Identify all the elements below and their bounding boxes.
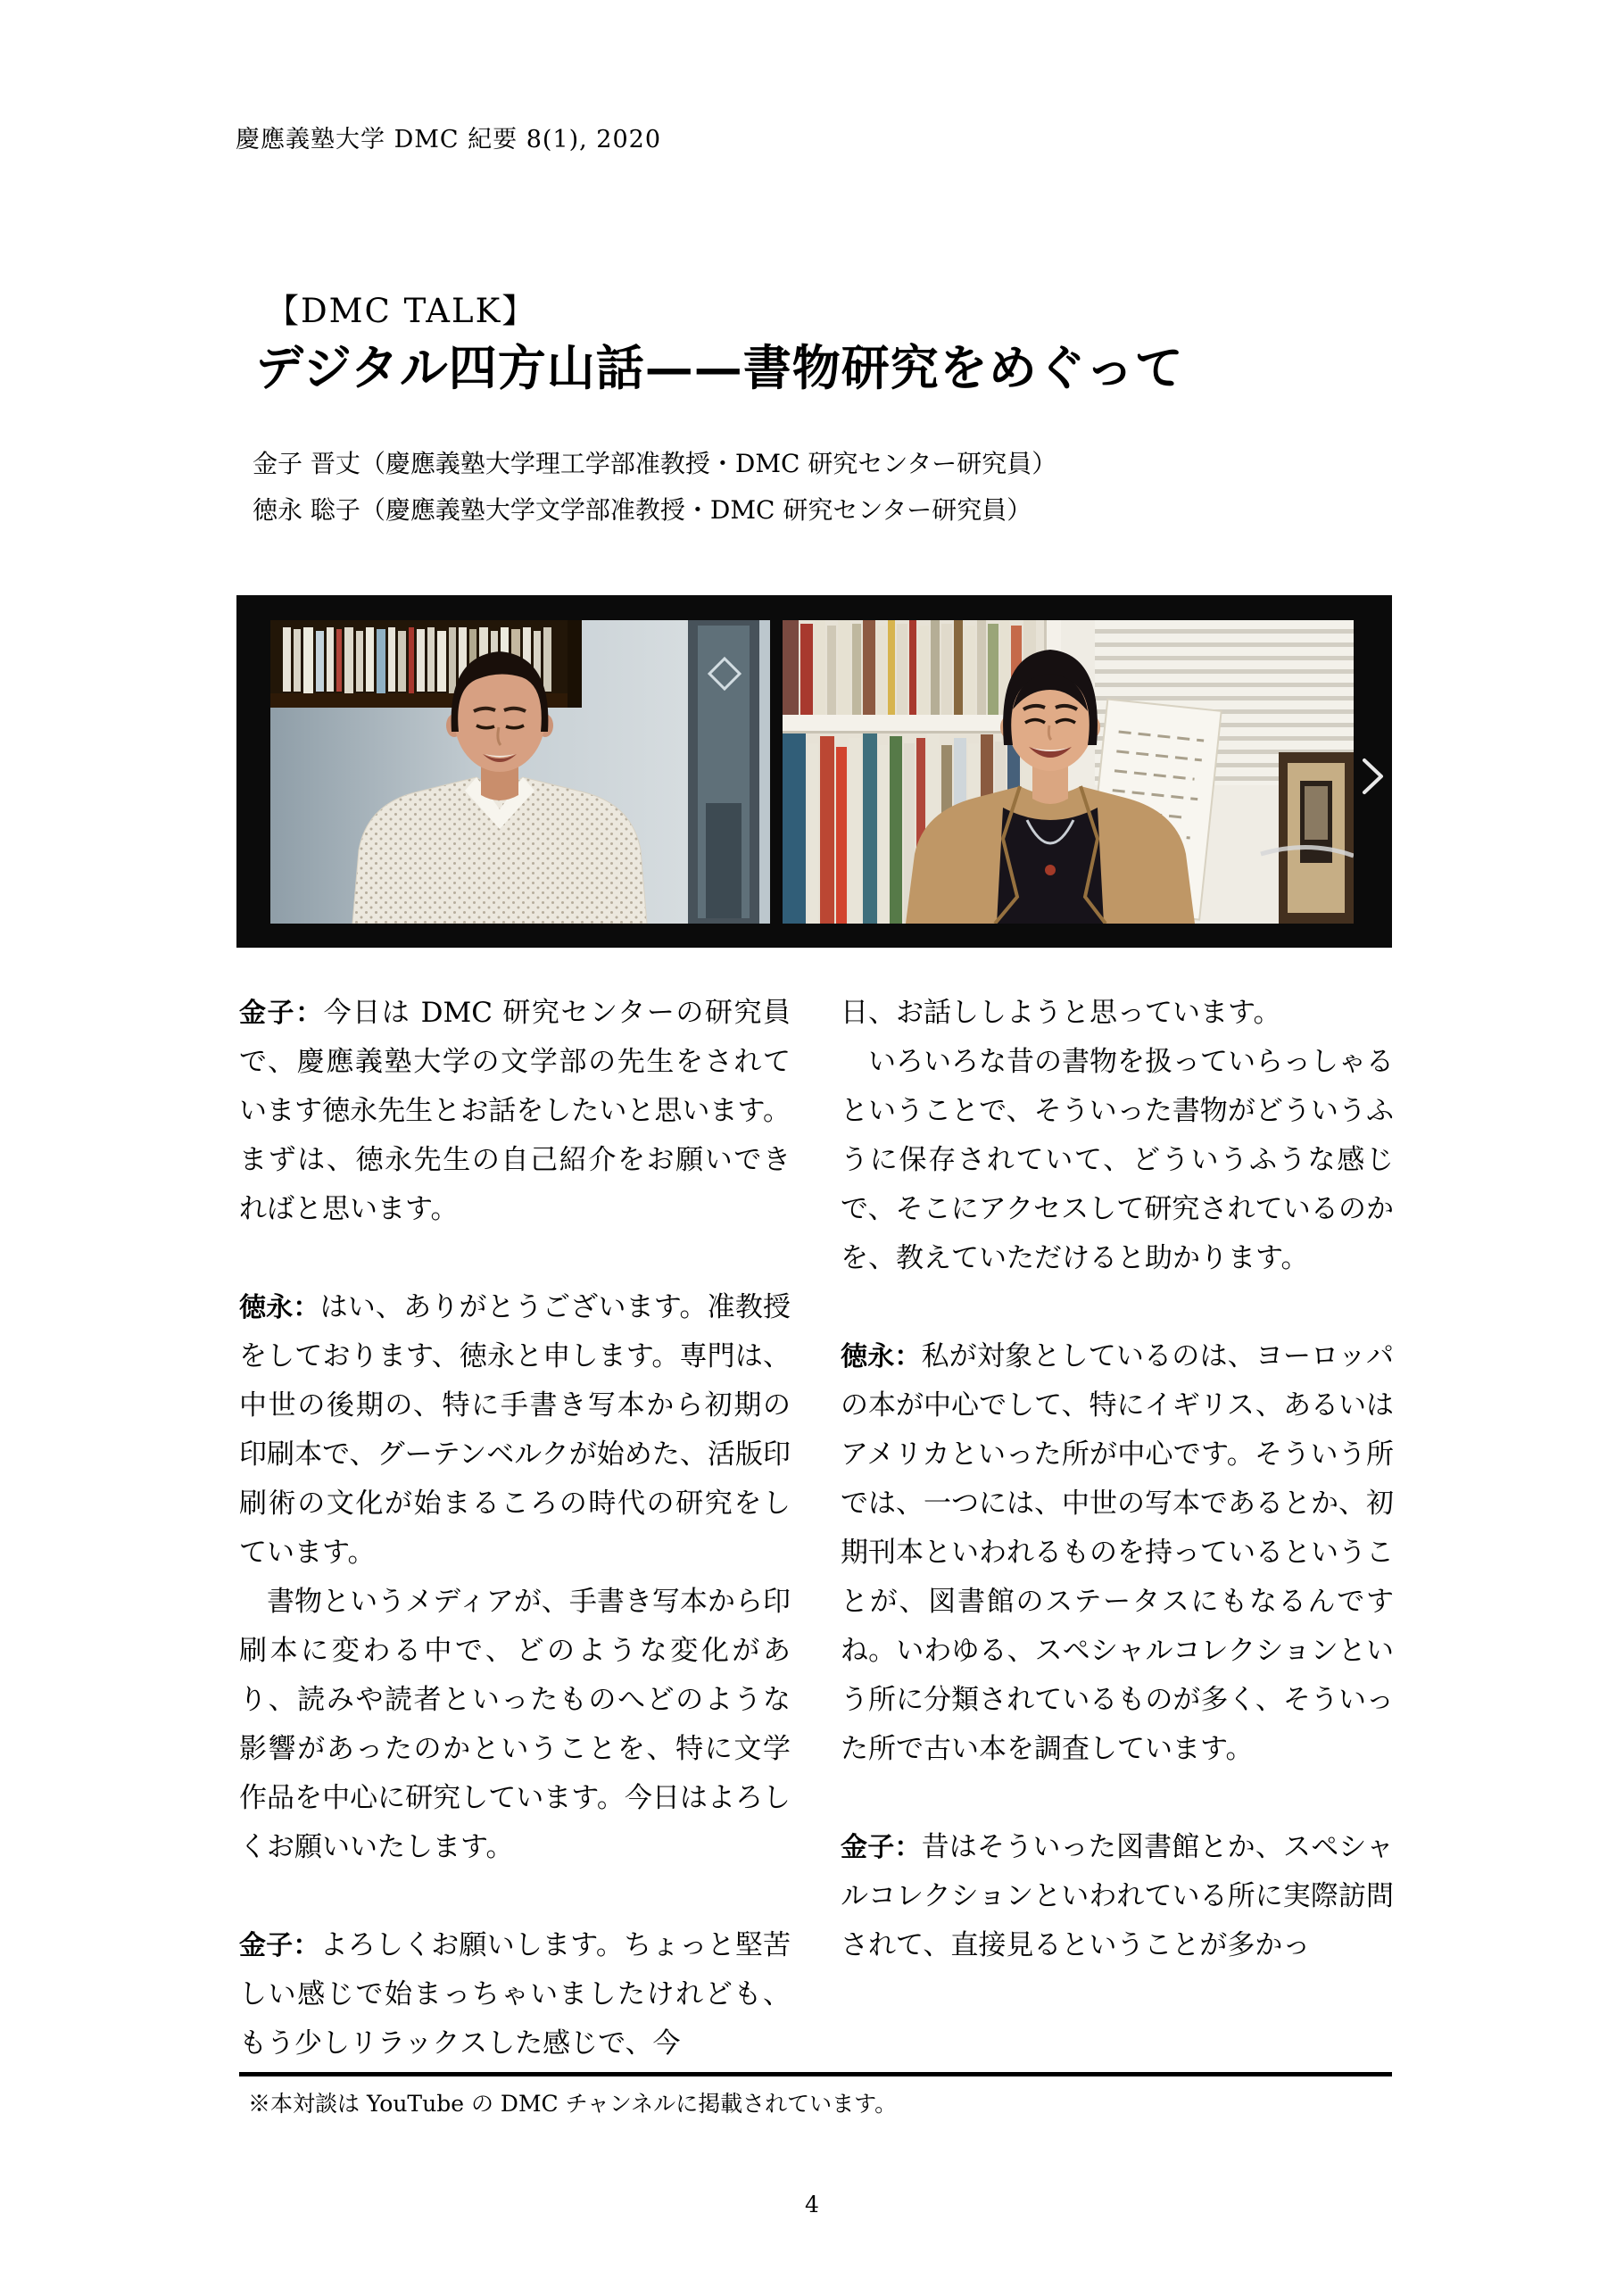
dialogue-text: 日、お話ししようと思っています。 <box>841 997 1281 1029</box>
speaker-name: 徳永： <box>239 1292 320 1323</box>
dialogue-text: 昔はそういった図書館とか、スペシャルコレクションといわれている所に実際訪問されて、直接見るということが多かっ <box>841 1831 1394 1961</box>
dialogue-paragraph <box>239 1921 791 2068</box>
article-title: デジタル四方山話——書物研究をめぐって <box>255 339 1184 396</box>
running-header: 慶應義塾大学 DMC 紀要 8(1), 2020 <box>236 126 662 153</box>
dialogue-paragraph <box>841 989 1394 1038</box>
video-call-image <box>236 595 1392 948</box>
dialogue-paragraph <box>841 1038 1394 1283</box>
speaker-name: 徳永： <box>841 1341 922 1372</box>
dialogue-text: はい、ありがとうございます。准教授をしております、徳永と申します。専門は、中世の後期の、特に手書き写本から初期の印刷本で、グーテンベルクが始めた、活版印刷術の文化が始まるころの時代の研究をしています。 <box>239 1291 791 1569</box>
speaker-name: 金子： <box>239 1930 320 1961</box>
speaker-name: 金子： <box>841 1832 922 1863</box>
dialogue-text: 書物というメディアが、手書き写本から印刷本に変わる中で、どのような変化があり、読みや読者といったものへどのような影響があったのかということを、特に文学作品を中心に研究しています。今日はよろしくお願いいたします。 <box>239 1586 791 1863</box>
text-column-left <box>239 989 791 2068</box>
text-column-right <box>841 989 1394 1970</box>
dialogue-text: 私が対象としているのは、ヨーロッパの本が中心でして、特にイギリス、あるいはアメリカといった所が中心です。そういう所では、一つには、中世の写本であるとか、初期刊本といわれるものを持っているということが、図書館のステータスにもなるんですね。いわゆる、スペシャルコレクションという所に分類されているものが多く、そういった所で古い本を調査しています。 <box>841 1340 1394 1765</box>
dialogue-paragraph <box>239 1578 791 1872</box>
window-frame <box>688 620 770 924</box>
dialogue-text: よろしくお願いします。ちょっと堅苦しい感じで始まっちゃいましたけれども、もう少しリラックスした感じで、今 <box>239 1929 791 2060</box>
author-list <box>253 441 1056 534</box>
page-number: 4 <box>805 2192 819 2217</box>
dialogue-text: いろいろな昔の書物を扱っていらっしゃるということで、そういった書物がどういうふうに保存されていて、どういうふうな感じで、そこにアクセスして研究されているのかを、教えていただけると助かります。 <box>841 1046 1394 1274</box>
dialogue-paragraph <box>841 1332 1394 1774</box>
footnote: ※本対談は YouTube の DMC チャンネルに掲載されています。 <box>248 2091 898 2117</box>
section-label: 【DMC TALK】 <box>266 292 537 330</box>
author-kaneko: 金子 晋丈（慶應義塾大学理工学部准教授・DMC 研究センター研究員） <box>253 449 1057 478</box>
author-tokunaga: 徳永 聡子（慶應義塾大学文学部准教授・DMC 研究センター研究員） <box>253 495 1032 525</box>
dialogue-paragraph <box>841 1823 1394 1970</box>
speaker-name: 金子： <box>239 998 324 1029</box>
interview-video-screenshot <box>236 595 1392 948</box>
left-video-pane <box>263 613 770 924</box>
footnote-divider <box>239 2072 1392 2076</box>
dialogue-paragraph <box>239 1283 791 1578</box>
right-video-pane <box>783 620 1354 924</box>
dialogue-text: 今日は DMC 研究センターの研究員で、慶應義塾大学の文学部の先生をされています徳永先生とお話をしたいと思います。まずは、徳永先生の自己紹介をお願いできればと思います。 <box>239 997 791 1225</box>
dialogue-paragraph <box>239 989 791 1234</box>
